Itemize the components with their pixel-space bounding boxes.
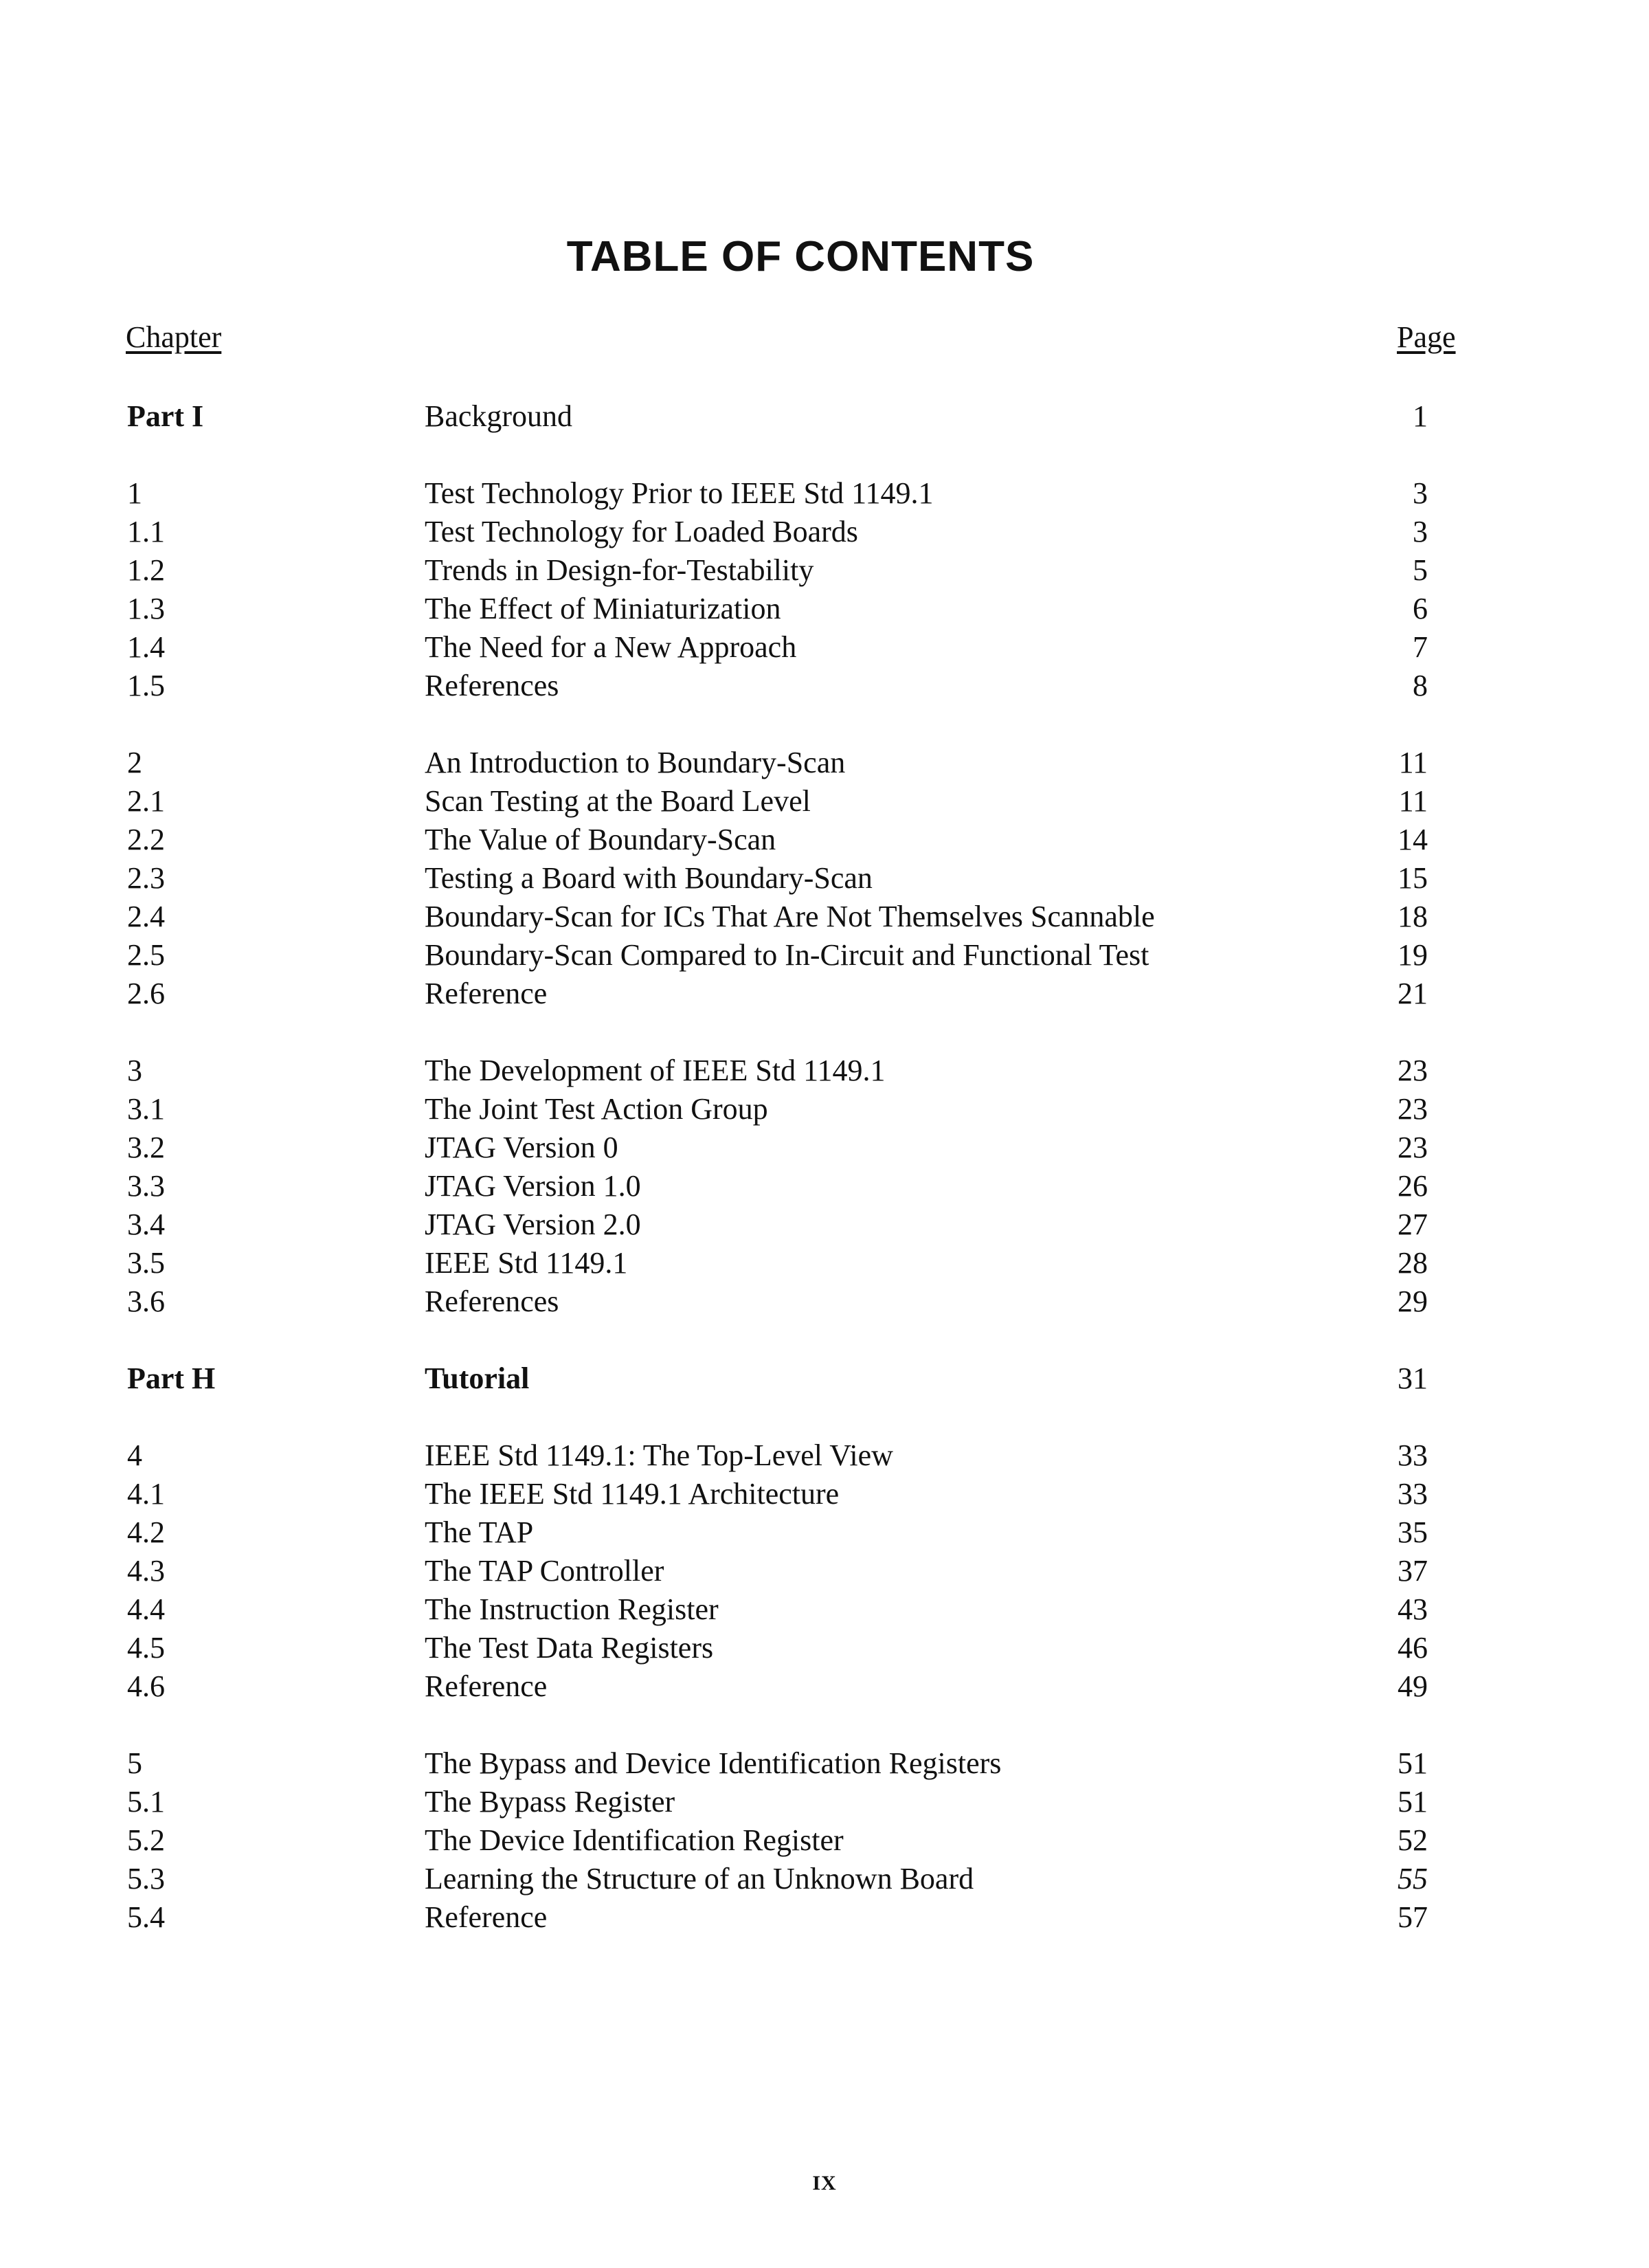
column-header-row	[0, 320, 1649, 361]
toc-entry-page: 1	[1413, 399, 1428, 433]
toc-entry-number: 3.4	[127, 1208, 165, 1241]
toc-chapter-row	[0, 474, 1649, 513]
toc-entry-title: The Bypass and Device Identification Registers	[425, 1746, 1002, 1780]
toc-entry-title: Reference	[425, 977, 548, 1010]
toc-entry-number: 1.2	[127, 553, 165, 587]
toc-entry-title: IEEE Std 1149.1	[425, 1246, 628, 1280]
toc-entry-number: 1.5	[127, 669, 165, 702]
toc-entry-page: 8	[1413, 669, 1428, 702]
toc-section-row	[0, 1282, 1649, 1321]
toc-entry-page: 33	[1398, 1477, 1428, 1511]
page-title: TABLE OF CONTENTS	[566, 233, 1035, 280]
toc-entry-number: 3.5	[127, 1246, 165, 1280]
toc-entry-page: 46	[1398, 1631, 1428, 1665]
toc-section-row	[0, 1167, 1649, 1205]
toc-entry-page: 3	[1413, 476, 1428, 510]
toc-section-row	[0, 1513, 1649, 1552]
toc-entry-title: The Development of IEEE Std 1149.1	[425, 1054, 886, 1087]
toc-entry-number: 1.4	[127, 630, 165, 664]
toc-entry-title: References	[425, 669, 559, 702]
toc-entry-number: 5.3	[127, 1862, 165, 1895]
toc-entry-title: Reference	[425, 1900, 548, 1934]
toc-entry-title: Testing a Board with Boundary-Scan	[425, 861, 873, 895]
page-number: IX	[812, 2172, 837, 2194]
chapter-column-header: Chapter	[126, 320, 222, 354]
toc-section-row	[0, 513, 1649, 551]
toc-entry-page: 18	[1398, 900, 1428, 933]
toc-section-row	[0, 667, 1649, 705]
toc-entry-number: 2.2	[127, 823, 165, 856]
toc-entry-page: 29	[1398, 1285, 1428, 1318]
toc-entry-title: The Need for a New Approach	[425, 630, 797, 664]
toc-entry-title: JTAG Version 0	[425, 1131, 618, 1164]
toc-entry-title: The Value of Boundary-Scan	[425, 823, 776, 856]
toc-entry-number: 2.3	[127, 861, 165, 895]
toc-entry-page: 11	[1398, 784, 1428, 818]
toc-entry-title: Scan Testing at the Board Level	[425, 784, 811, 818]
toc-entry-number: 4.4	[127, 1592, 165, 1626]
toc-section-row	[0, 1629, 1649, 1667]
toc-entry-page: 55	[1398, 1862, 1428, 1895]
toc-entry-number: 4.6	[127, 1669, 165, 1703]
toc-entry-title: The Bypass Register	[425, 1785, 675, 1819]
toc-entry-page: 57	[1398, 1900, 1428, 1934]
toc-entry-title: Reference	[425, 1669, 548, 1703]
toc-entry-page: 51	[1398, 1785, 1428, 1819]
toc-entry-number: 3.2	[127, 1131, 165, 1164]
toc-entry-title: The TAP Controller	[425, 1554, 664, 1588]
toc-entry-title: Tutorial	[425, 1361, 530, 1395]
toc-entry-page: 11	[1398, 746, 1428, 779]
toc-entry-page: 14	[1398, 823, 1428, 856]
toc-entry-title: Learning the Structure of an Unknown Board	[425, 1862, 974, 1895]
toc-entry-page: 37	[1398, 1554, 1428, 1588]
toc-entry-title: Test Technology for Loaded Boards	[425, 515, 858, 548]
toc-entry-page: 3	[1413, 515, 1428, 548]
toc-entry-page: 27	[1398, 1208, 1428, 1241]
toc-section-row	[0, 1552, 1649, 1590]
toc-entry-title: The Instruction Register	[425, 1592, 719, 1626]
toc-entry-title: IEEE Std 1149.1: The Top-Level View	[425, 1438, 893, 1472]
toc-entry-number: 4	[127, 1438, 142, 1472]
toc-entry-title: The Joint Test Action Group	[425, 1092, 768, 1126]
toc-entry-number: 4.3	[127, 1554, 165, 1588]
toc-entry-title: Boundary-Scan Compared to In-Circuit and Functional Test	[425, 938, 1149, 972]
toc-entry-title: The Test Data Registers	[425, 1631, 714, 1665]
toc-part-row	[0, 1359, 1649, 1398]
toc-entry-number: 1.1	[127, 515, 165, 548]
toc-entry-page: 52	[1398, 1823, 1428, 1857]
toc-section-row	[0, 1667, 1649, 1706]
toc-section-row	[0, 551, 1649, 590]
toc-entry-number: 4.1	[127, 1477, 165, 1511]
toc-entry-title: The Effect of Miniaturization	[425, 592, 781, 625]
toc-entry-number: 1.3	[127, 592, 165, 625]
toc-section-row	[0, 821, 1649, 859]
toc-entry-page: 33	[1398, 1438, 1428, 1472]
toc-part-number: Part H	[127, 1361, 216, 1395]
toc-chapter-row	[0, 1052, 1649, 1090]
toc-section-row	[0, 782, 1649, 821]
toc-entry-title: Test Technology Prior to IEEE Std 1149.1	[425, 476, 934, 510]
toc-entry-title: Trends in Design-for-Testability	[425, 553, 814, 587]
toc-entry-number: 5	[127, 1746, 142, 1780]
toc-entry-page: 43	[1398, 1592, 1428, 1626]
toc-section-row	[0, 590, 1649, 628]
toc-entry-number: 5.1	[127, 1785, 165, 1819]
toc-entry-page: 21	[1398, 977, 1428, 1010]
toc-entry-page: 19	[1398, 938, 1428, 972]
toc-entry-number: 1	[127, 476, 142, 510]
toc-entry-number: 2.5	[127, 938, 165, 972]
toc-entry-number: 2.4	[127, 900, 165, 933]
toc-entry-page: 51	[1398, 1746, 1428, 1780]
toc-entry-title: Background	[425, 399, 573, 433]
toc-entry-page: 6	[1413, 592, 1428, 625]
toc-section-row	[0, 628, 1649, 667]
toc-part-number: Part I	[127, 399, 204, 433]
toc-entry-number: 3.3	[127, 1169, 165, 1203]
toc-chapter-row	[0, 1436, 1649, 1475]
toc-entry-title: Boundary-Scan for ICs That Are Not Themselves Scannable	[425, 900, 1155, 933]
toc-part-row	[0, 397, 1649, 436]
toc-entry-title: The IEEE Std 1149.1 Architecture	[425, 1477, 840, 1511]
toc-entry-title: The Device Identification Register	[425, 1823, 844, 1857]
toc-entry-page: 26	[1398, 1169, 1428, 1203]
toc-entry-number: 3.1	[127, 1092, 165, 1126]
toc-section-row	[0, 1244, 1649, 1282]
toc-section-row	[0, 1129, 1649, 1167]
toc-entry-page: 5	[1413, 553, 1428, 587]
toc-entry-number: 5.4	[127, 1900, 165, 1934]
toc-section-row	[0, 975, 1649, 1013]
toc-entry-page: 23	[1398, 1054, 1428, 1087]
toc-entry-title: References	[425, 1285, 559, 1318]
toc-entry-page: 28	[1398, 1246, 1428, 1280]
toc-section-row	[0, 1898, 1649, 1937]
toc-section-row	[0, 1090, 1649, 1129]
toc-entry-title: An Introduction to Boundary-Scan	[425, 746, 846, 779]
toc-entry-page: 35	[1398, 1515, 1428, 1549]
page-column-header: Page	[1397, 320, 1456, 354]
toc-chapter-row	[0, 1744, 1649, 1783]
toc-entry-number: 2.1	[127, 784, 165, 818]
toc-section-row	[0, 1475, 1649, 1513]
toc-entry-number: 2	[127, 746, 142, 779]
toc-entry-page: 49	[1398, 1669, 1428, 1703]
toc-entry-title: JTAG Version 1.0	[425, 1169, 641, 1203]
toc-section-row	[0, 1860, 1649, 1898]
toc-entry-title: The TAP	[425, 1515, 534, 1549]
toc-entry-number: 5.2	[127, 1823, 165, 1857]
toc-entry-title: JTAG Version 2.0	[425, 1208, 641, 1241]
toc-entry-number: 4.5	[127, 1631, 165, 1665]
toc-entry-number: 4.2	[127, 1515, 165, 1549]
toc-section-row	[0, 898, 1649, 936]
toc-section-row	[0, 1590, 1649, 1629]
toc-entry-page: 23	[1398, 1131, 1428, 1164]
toc-entry-page: 15	[1398, 861, 1428, 895]
toc-section-row	[0, 936, 1649, 975]
toc-section-row	[0, 1205, 1649, 1244]
toc-section-row	[0, 859, 1649, 898]
toc-entry-page: 31	[1398, 1361, 1428, 1395]
toc-section-row	[0, 1821, 1649, 1860]
toc-entry-number: 3	[127, 1054, 142, 1087]
toc-entry-page: 23	[1398, 1092, 1428, 1126]
toc-section-row	[0, 1783, 1649, 1821]
toc-entry-number: 2.6	[127, 977, 165, 1010]
toc-entry-page: 7	[1413, 630, 1428, 664]
toc-chapter-row	[0, 744, 1649, 782]
toc-entry-number: 3.6	[127, 1285, 165, 1318]
